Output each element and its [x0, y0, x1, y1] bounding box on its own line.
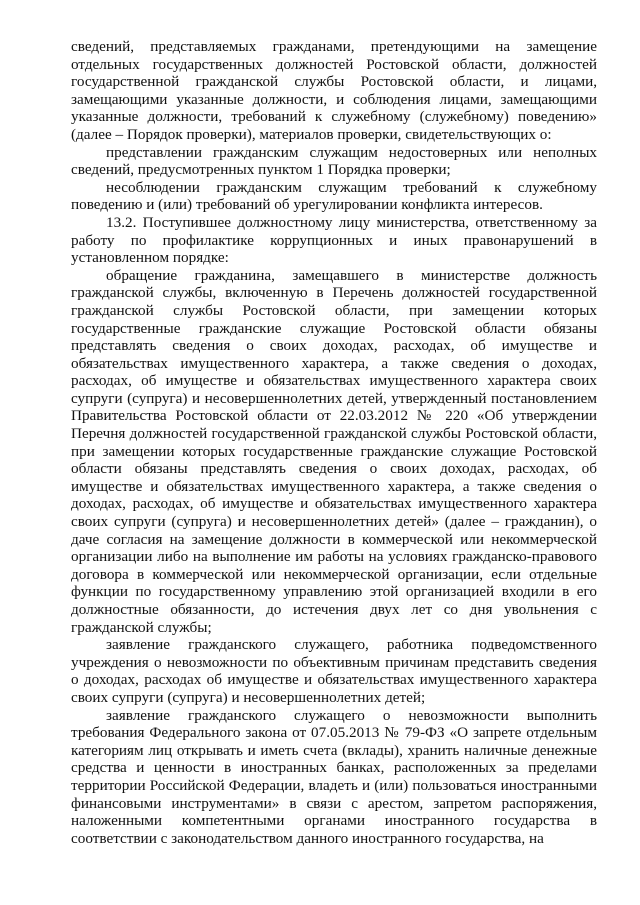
document-page [71, 38, 597, 847]
document-paragraph-5: обращение гражданина, замещавшего в министерстве должность гражданской службы, включенную в Перечень должностей государственной гражданской службы Ростовской области, при замещении которых государственные гражданские служащие Ростовской области обязаны представлять сведения о своих доходах, расходах, об имуществе и обязательствах имущественного характера, а также сведения о доходах, расходах, об имуществе и обязательствах имущественного характера своих супруги (супруга) и несовершеннолетних детей, утвержденный постановлением Правительства Ростовской области от 22.03.2012 № 220 «Об утверждении Перечня должностей государственной гражданской службы Ростовской области, при замещении которых государственные гражданские служащие Ростовской области обязаны представлять сведения о своих доходах, расходах, об имуществе и обязательствах имущественного характера, а также сведения о доходах, расходах, об имуществе и обязательствах имущественного характера своих супруги (супруга) и несовершеннолетних детей» (далее – гражданин), о даче согласия на замещение должности в коммерческой или некоммерческой организации либо на выполнение им работы на условиях гражданско-правового договора в коммерческой или некоммерческой организации, если отдельные функции по государственному управлению этой организацией входили в его должностные обязанности, до истечения двух лет со дня увольнения с гражданской службы; [71, 266, 597, 636]
document-paragraph-2: представлении гражданским служащим недостоверных или неполных сведений, предусмотренных пунктом 1 Порядка проверки; [71, 143, 597, 179]
document-paragraph-4: 13.2. Поступившее должностному лицу министерства, ответственному за работу по профилактике коррупционных и иных правонарушений в установленном порядке: [71, 213, 597, 267]
document-paragraph-6: заявление гражданского служащего, работника подведомственного учреждения о невозможности по объективным причинам представить сведения о доходах, расходах об имуществе и обязательствах имущественного характера своих супруги (супруга) и несовершеннолетних детей; [71, 636, 597, 706]
document-paragraph-3: несоблюдении гражданским служащим требований к служебному поведению и (или) требований об урегулировании конфликта интересов. [71, 178, 597, 214]
document-paragraph-1: сведений, представляемых гражданами, претендующими на замещение отдельных государственных должностей Ростовской области, должностей государственной гражданской службы Ростовской области, и лицами, замещающими указанные должности, и соблюдения лицами, замещающими указанные должности, требований к служебному (служебному) поведению» (далее – Порядок проверки), материалов проверки, свидетельствующих о: [71, 38, 597, 143]
document-paragraph-7: заявление гражданского служащего о невозможности выполнить требования Федерального закона от 07.05.2013 № 79-ФЗ «О запрете отдельным категориям лиц открывать и иметь счета (вклады), хранить наличные денежные средства и ценности в иностранных банках, расположенных за пределами территории Российской Федерации, владеть и (или) пользоваться иностранными финансовыми инструментами» в связи с арестом, запретом распоряжения, наложенными компетентными органами иностранного государства в соответствии с законодательством данного иностранного государства, на [71, 706, 597, 847]
